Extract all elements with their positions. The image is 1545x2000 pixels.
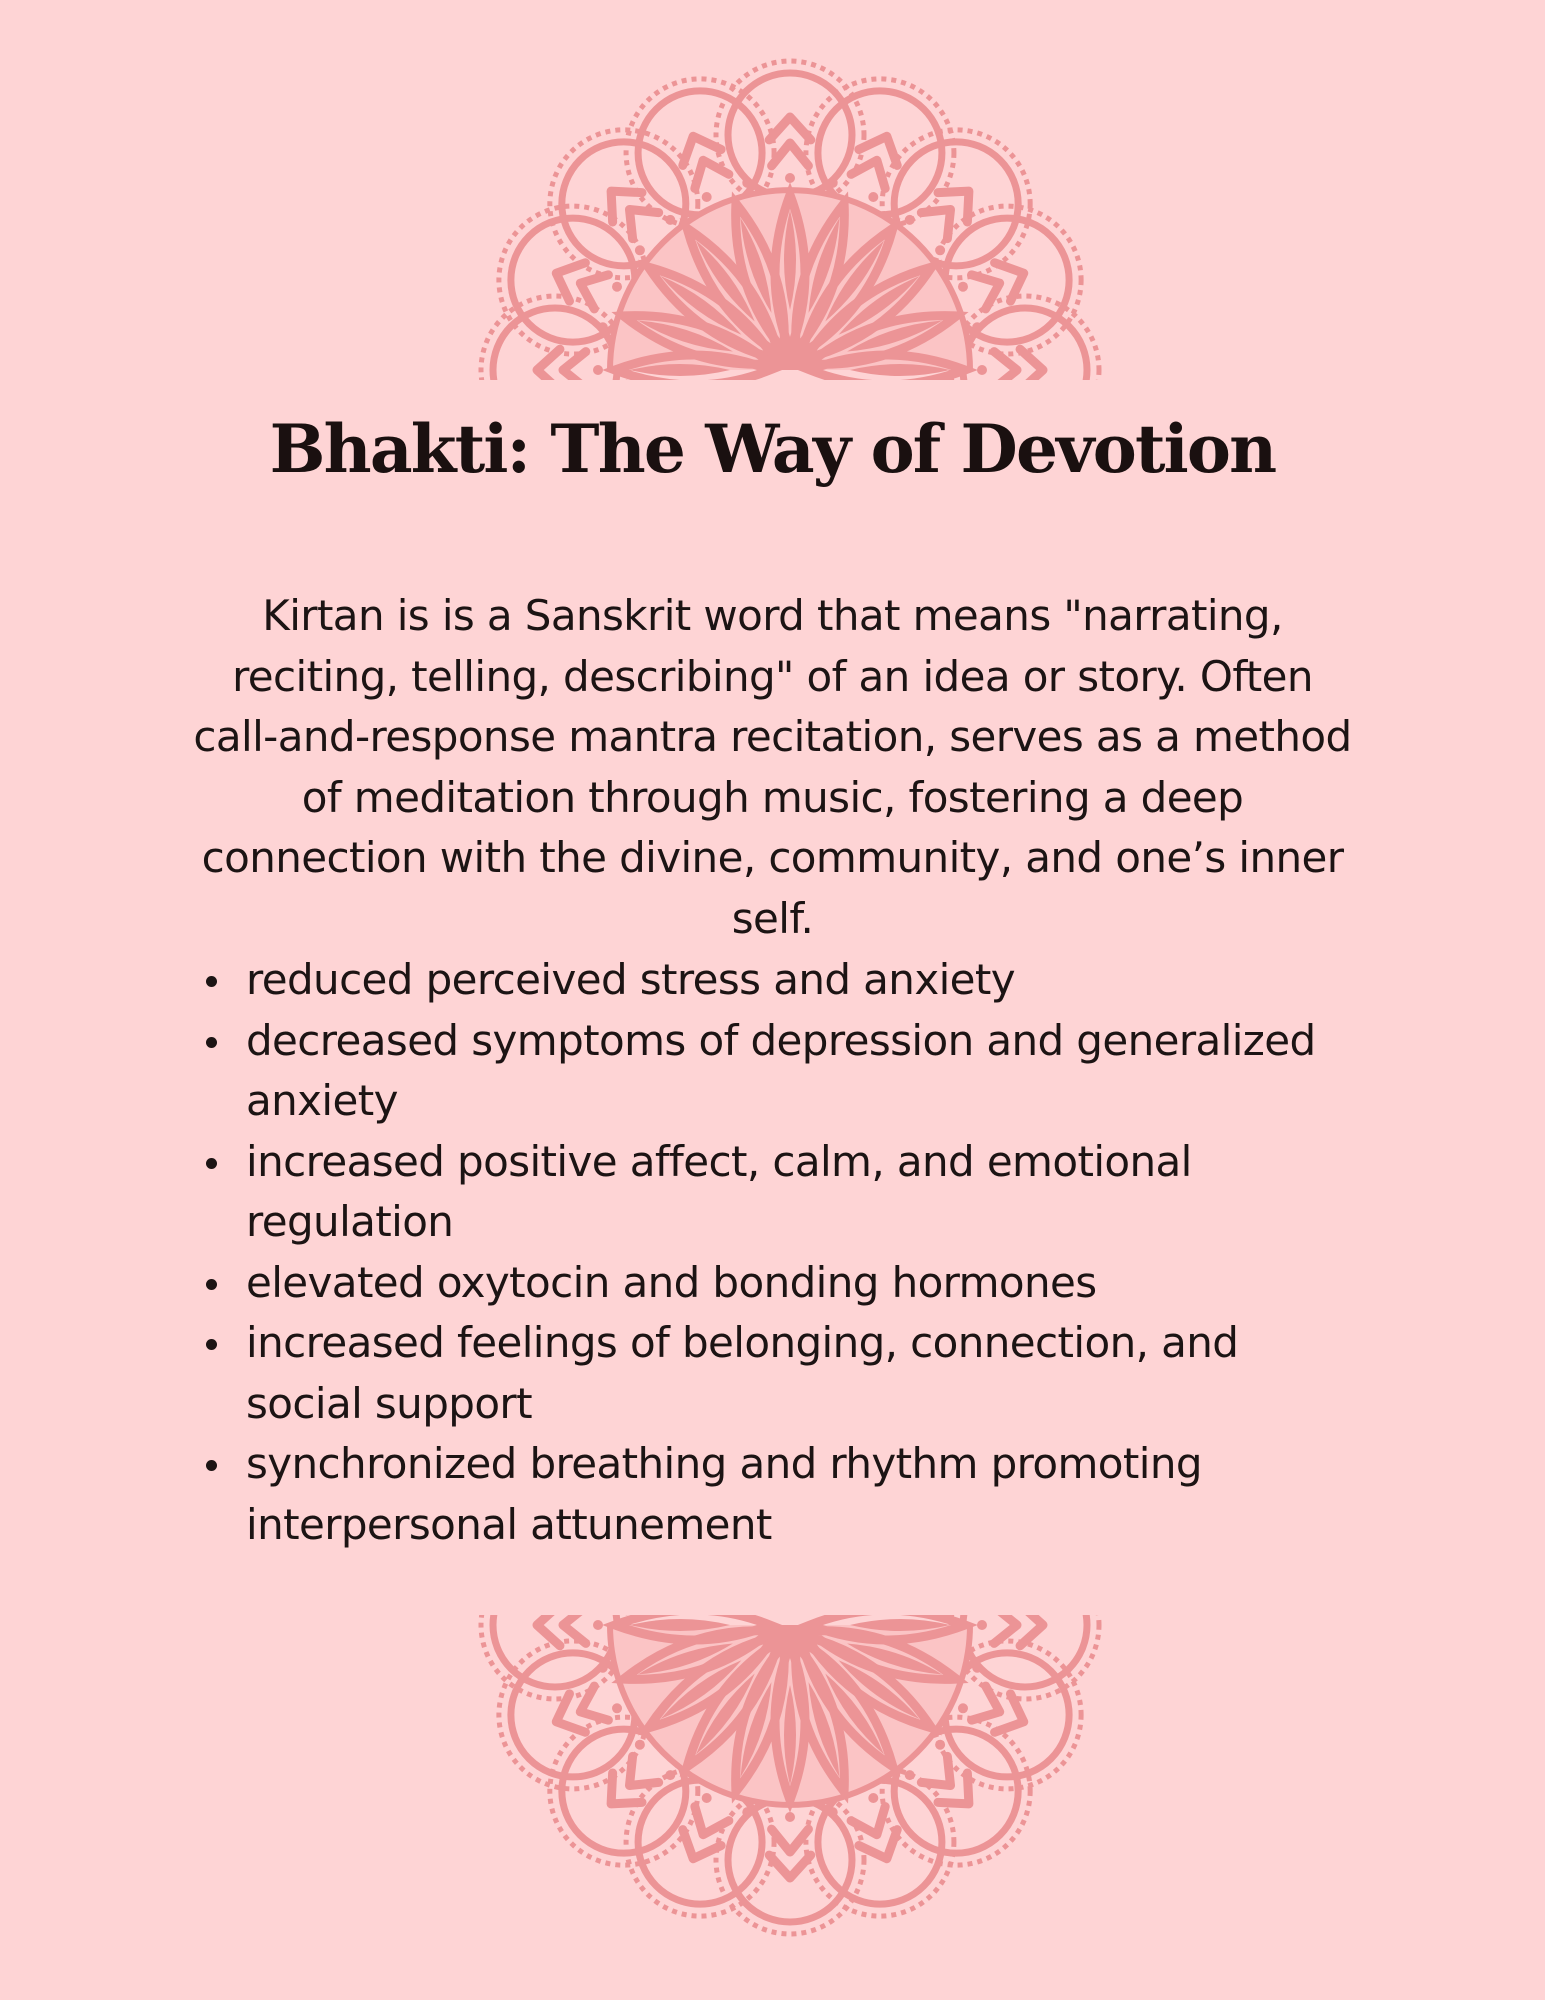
- intro-paragraph: Kirtan is is a Sanskrit word that means "narrating, reciting, telling, describing" of an idea or story. Often call-and-response mantra recitation, serves as a method of meditation through music, fostering a deep connection with the divine, community, and one’s inner self.: [193, 591, 1352, 943]
- bullet-icon: [206, 1037, 217, 1048]
- bullet-icon: [206, 1460, 217, 1471]
- list-item: [200, 1011, 1360, 1132]
- bullet-icon: [206, 976, 217, 987]
- list-item: [200, 1253, 1360, 1314]
- list-item-text: decreased symptoms of depression and generalized anxiety: [246, 1015, 1316, 1125]
- list-item-text: reduced perceived stress and anxiety: [246, 955, 1016, 1004]
- benefits-list: [200, 950, 1360, 1555]
- mandala-top-icon: [0, 40, 1545, 380]
- list-item-text: elevated oxytocin and bonding hormones: [246, 1257, 1097, 1307]
- bullet-icon: [206, 1158, 217, 1169]
- list-item-text: synchronized breathing and rhythm promoting interpersonal attunement: [246, 1439, 1202, 1549]
- list-item-text: increased positive affect, calm, and emotional regulation: [246, 1136, 1192, 1246]
- page-title: Bhakti: The Way of Devotion: [269, 410, 1276, 488]
- list-item: [200, 1313, 1360, 1434]
- bullet-icon: [206, 1339, 217, 1350]
- list-item: [200, 1132, 1360, 1253]
- list-item: [200, 1434, 1360, 1555]
- list-item: [200, 950, 1360, 1011]
- list-item-text: increased feelings of belonging, connection, and social support: [246, 1318, 1239, 1428]
- bullet-icon: [206, 1279, 217, 1290]
- mandala-bottom-icon: [0, 1615, 1545, 1955]
